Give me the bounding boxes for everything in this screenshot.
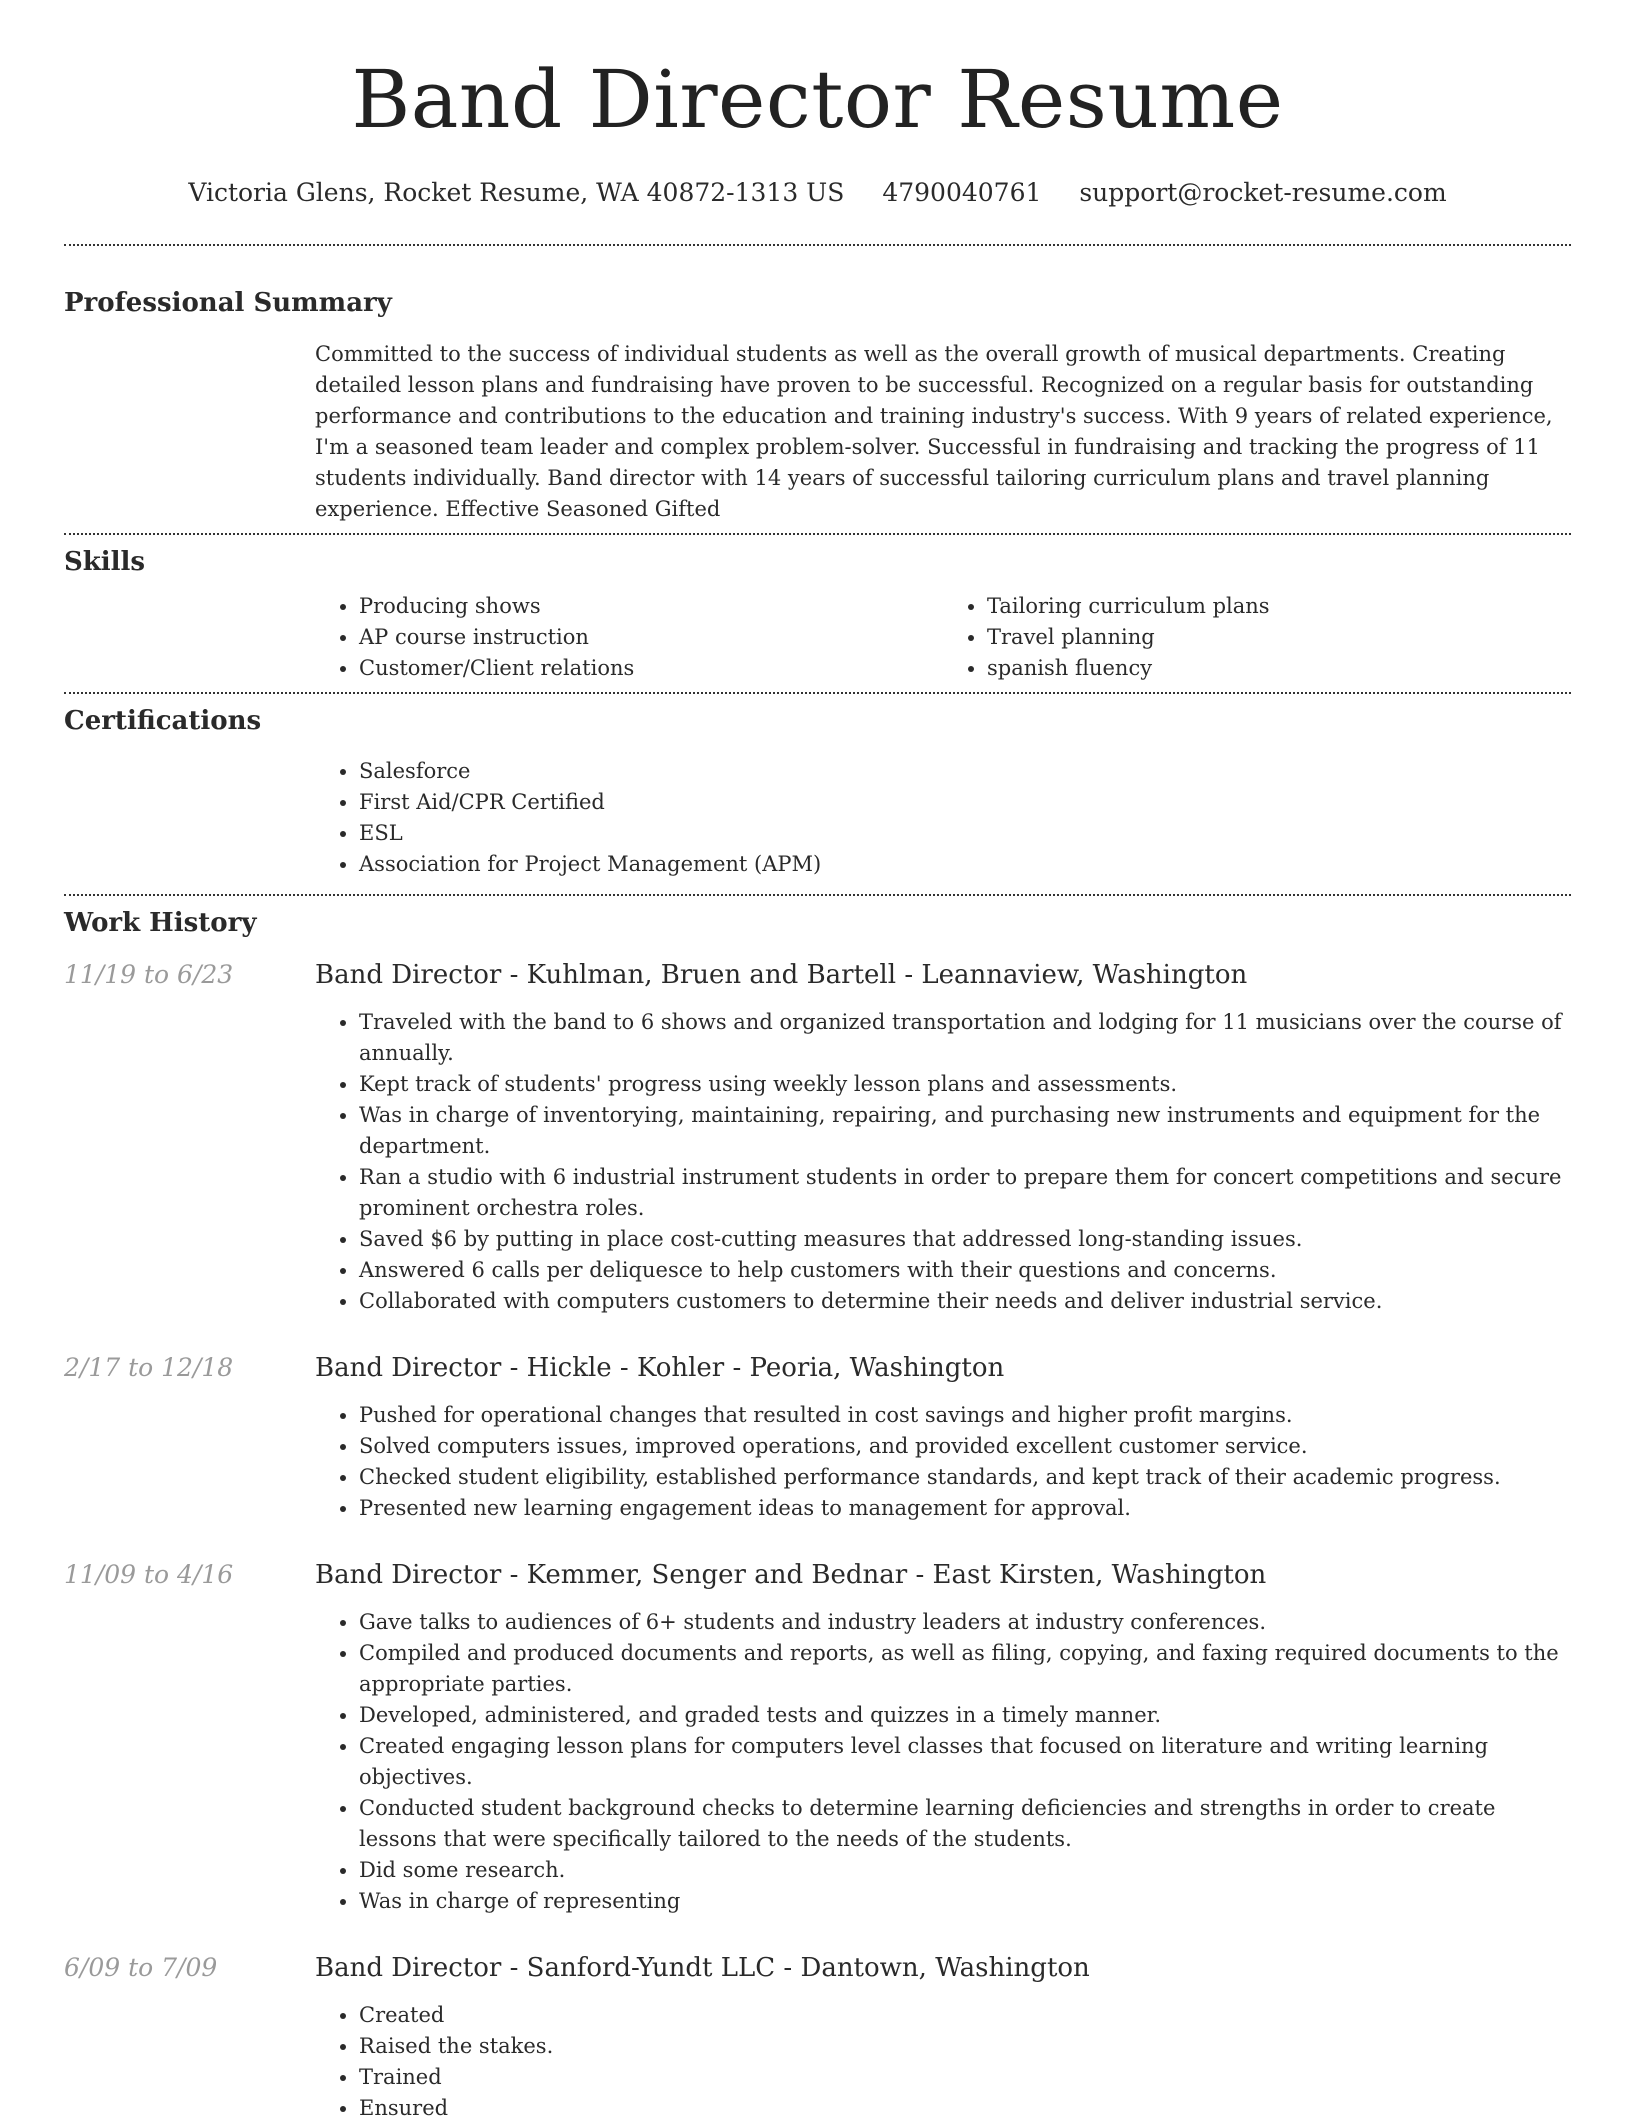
skills-heading: Skills: [64, 547, 146, 577]
job-bullet: • Checked student eligibility, established performance standards, and kept track of their academic progress.: [359, 1462, 1571, 1493]
job-bullets: [315, 2000, 1571, 2124]
skill-item: • Travel planning: [987, 622, 1571, 653]
contact-phone: 4790040761: [882, 178, 1042, 207]
job-bullet: • Trained: [359, 2062, 1571, 2093]
job-bullet: • Solved computers issues, improved operations, and provided excellent customer service.: [359, 1431, 1571, 1462]
skill-item: • AP course instruction: [359, 622, 943, 653]
job-bullet: • Kept track of students' progress using weekly lesson plans and assessments.: [359, 1069, 1571, 1100]
summary-heading: Professional Summary: [64, 288, 392, 318]
skill-item: • Customer/Client relations: [359, 653, 943, 684]
work-heading: Work History: [64, 908, 257, 938]
certifications-list: [315, 756, 1571, 880]
summary-section: [64, 286, 1571, 525]
contact-address: Victoria Glens, Rocket Resume, WA 40872-1313 US: [188, 178, 845, 207]
job-entry: [64, 1558, 1571, 1592]
skills-list-left: [315, 591, 943, 684]
job-entry: [64, 1951, 1571, 1985]
divider: [64, 894, 1571, 896]
work-section: [64, 906, 1571, 2124]
divider: [64, 533, 1571, 535]
job-title: Band Director - Kemmer, Senger and Bednar - East Kirsten, Washington: [315, 1560, 1267, 1590]
job-bullets: [315, 1007, 1571, 1317]
job-bullet: • Pushed for operational changes that resulted in cost savings and higher profit margins.: [359, 1400, 1571, 1431]
job-title: Band Director - Sanford-Yundt LLC - Dantown, Washington: [315, 1953, 1090, 1983]
job-bullet: • Answered 6 calls per deliquesce to help customers with their questions and concerns.: [359, 1255, 1571, 1286]
certification-item: • Salesforce: [359, 756, 1571, 787]
skills-list-right: [943, 591, 1571, 684]
job-bullet: • Ensured: [359, 2093, 1571, 2124]
job-bullet: • Collaborated with computers customers to determine their needs and deliver industrial service.: [359, 1286, 1571, 1317]
skill-item: • Producing shows: [359, 591, 943, 622]
job-dates: 11/09 to 4/16: [64, 1560, 234, 1589]
job-title: Band Director - Hickle - Kohler - Peoria, Washington: [315, 1353, 1005, 1383]
job-bullet: • Traveled with the band to 6 shows and organized transportation and lodging for 11 musicians over the course of annually.: [359, 1007, 1571, 1069]
job-bullet: • Was in charge of inventorying, maintaining, repairing, and purchasing new instruments and equipment for the department.: [359, 1100, 1571, 1162]
skills-section: [64, 545, 1571, 684]
resume-title: Band Director Resume: [351, 53, 1284, 146]
job-dates: 11/19 to 6/23: [64, 960, 234, 989]
job-bullet: • Saved $6 by putting in place cost-cutting measures that addressed long-standing issues.: [359, 1224, 1571, 1255]
certification-item: • ESL: [359, 818, 1571, 849]
skill-item: • Tailoring curriculum plans: [987, 591, 1571, 622]
job-bullet: • Ran a studio with 6 industrial instrument students in order to prepare them for concert competitions and secure prominent orchestra roles.: [359, 1162, 1571, 1224]
certification-item: • Association for Project Management (APM): [359, 849, 1571, 880]
job-entry: [64, 1351, 1571, 1385]
job-bullet: • Compiled and produced documents and reports, as well as filing, copying, and faxing required documents to the appropriate parties.: [359, 1638, 1571, 1700]
job-title: Band Director - Kuhlman, Bruen and Bartell - Leannaview, Washington: [315, 960, 1248, 990]
contact-line: [64, 176, 1571, 210]
job-dates: 2/17 to 12/18: [64, 1353, 234, 1382]
job-bullet: • Created: [359, 2000, 1571, 2031]
skill-item: • spanish fluency: [987, 653, 1571, 684]
job-bullets: [315, 1400, 1571, 1524]
divider: [64, 692, 1571, 694]
job-bullet: • Raised the stakes.: [359, 2031, 1571, 2062]
job-bullet: • Conducted student background checks to determine learning deficiencies and strengths in order to create lessons that were specifically tailored to the needs of the students.: [359, 1793, 1571, 1855]
job-bullet: • Created engaging lesson plans for computers level classes that focused on literature and writing learning objectives.: [359, 1731, 1571, 1793]
resume-page: [64, 0, 1571, 2124]
certifications-heading: Certifications: [64, 706, 262, 736]
job-entry: [64, 958, 1571, 992]
job-bullet: • Gave talks to audiences of 6+ students and industry leaders at industry conferences.: [359, 1607, 1571, 1638]
contact-email: support@rocket-resume.com: [1079, 178, 1447, 207]
job-bullet: • Developed, administered, and graded tests and quizzes in a timely manner.: [359, 1700, 1571, 1731]
certification-item: • First Aid/CPR Certified: [359, 787, 1571, 818]
divider: [64, 244, 1571, 246]
job-bullets: [315, 1607, 1571, 1917]
job-bullet: • Was in charge of representing: [359, 1886, 1571, 1917]
job-dates: 6/09 to 7/09: [64, 1953, 218, 1982]
summary-text: Committed to the success of individual students as well as the overall growth of musical departments. Creating detailed lesson plans and fundraising have proven to be successful. Recognized on a regular basis for outstanding performance and contributions to the education and training industry's success. With 9 years of related experience, I'm a seasoned team leader and complex problem-solver. Successful in fundraising and tracking the progress of 11 students individually. Band director with 14 years of successful tailoring curriculum plans and travel planning experience. Effective Seasoned Gifted: [315, 342, 1553, 521]
job-bullet: • Presented new learning engagement ideas to management for approval.: [359, 1493, 1571, 1524]
job-bullet: • Did some research.: [359, 1855, 1571, 1886]
certifications-section: [64, 704, 1571, 880]
